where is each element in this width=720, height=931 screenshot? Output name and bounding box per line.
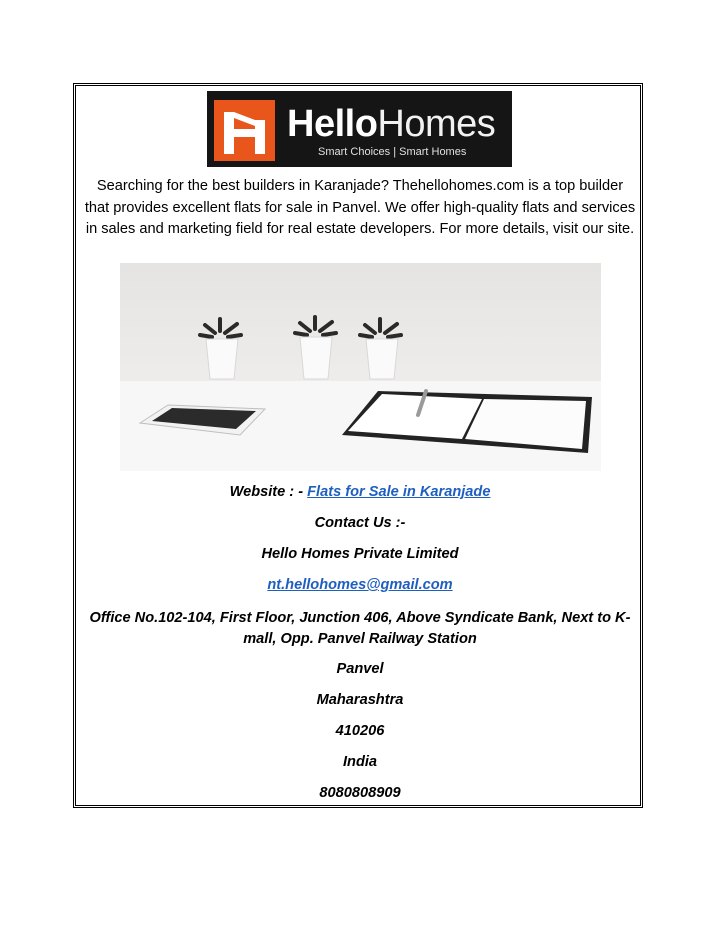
workspace-photo [120,263,601,471]
contact-heading: Contact Us :- [314,515,406,531]
email-address[interactable]: nt.hellohomes@gmail.com [267,577,453,593]
intro-paragraph: Searching for the best builders in Karanjade? Thehellohomes.com is a top builder that provides excellent flats for sale in Panvel. We offer high-quality flats and services in sales and marketing field for real estate developers. For more details, visit our site. [84,178,636,238]
logo-wordmark: HelloHomes [287,103,496,145]
website-line [84,484,636,500]
email-link [84,577,636,593]
website-label: Website : - [229,484,308,500]
hellohomes-logo [207,91,512,167]
website-link[interactable]: Flats for Sale in Karanjade [307,484,491,500]
office-address: Office No.102-104, First Floor, Junction 406, Above Syndicate Bank, Next to K-mall, Opp. Panvel Railway Station [89,610,631,647]
logo-tagline: Smart Choices | Smart Homes [318,146,467,158]
state: Maharashtra [316,692,404,708]
country: India [342,754,378,770]
logo-h-mark-icon [214,100,275,161]
city: Panvel [336,661,384,677]
phone-number: 8080808909 [319,785,401,801]
company-name: Hello Homes Private Limited [261,546,459,562]
pin-code: 410206 [335,723,385,739]
